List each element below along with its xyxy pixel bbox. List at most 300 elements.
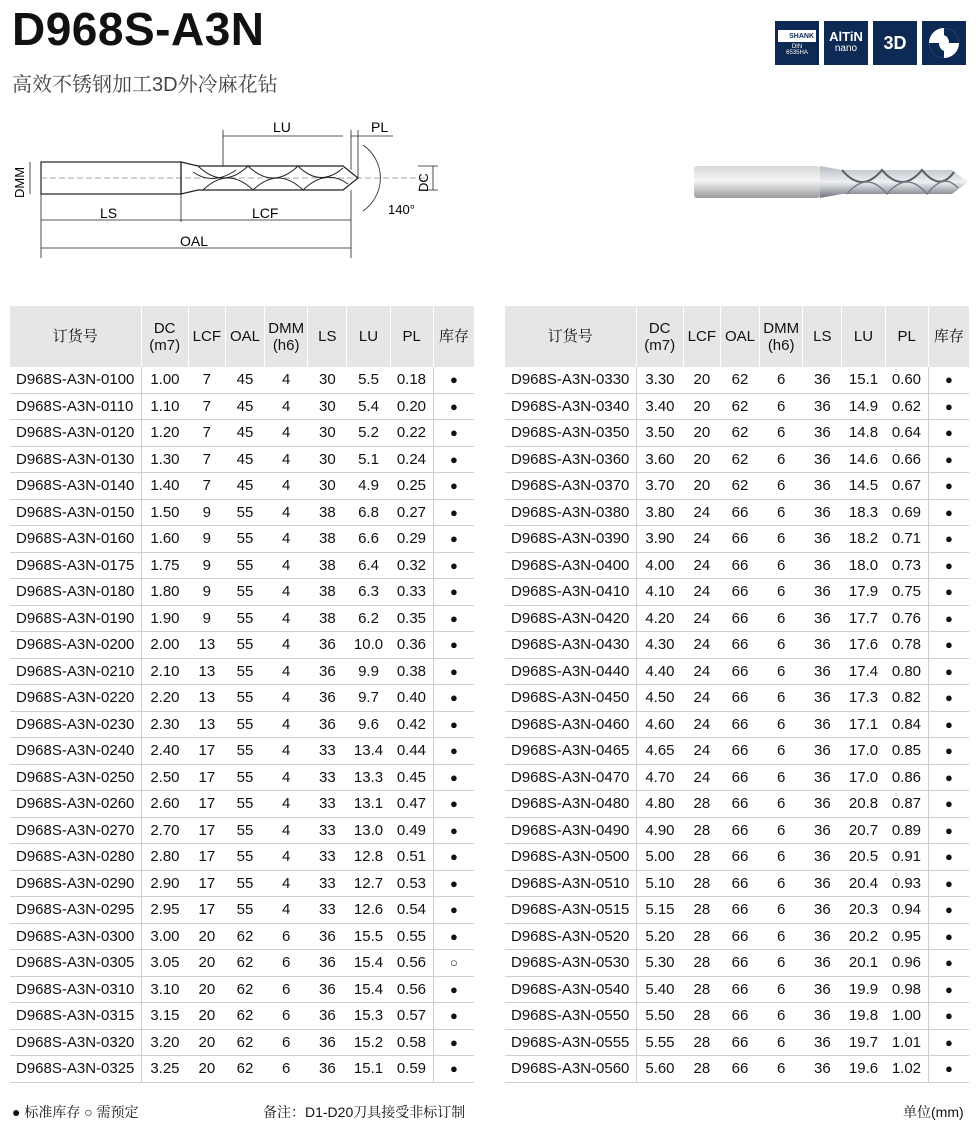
order-code-cell: D968S-A3N-0190 bbox=[10, 605, 141, 632]
value-cell: 4 bbox=[265, 817, 308, 844]
value-cell: 0.71 bbox=[885, 526, 928, 553]
drill-dimension-diagram bbox=[8, 110, 448, 260]
table-row bbox=[505, 976, 969, 1003]
order-code-cell: D968S-A3N-0350 bbox=[505, 420, 636, 447]
value-cell: 2.70 bbox=[141, 817, 188, 844]
value-cell: 33 bbox=[308, 791, 347, 818]
value-cell: 36 bbox=[803, 605, 842, 632]
value-cell: 9.6 bbox=[347, 711, 390, 738]
value-cell: 6 bbox=[760, 870, 803, 897]
value-cell: 15.4 bbox=[347, 950, 390, 977]
value-cell: 13 bbox=[188, 632, 225, 659]
value-cell: 55 bbox=[225, 870, 264, 897]
table-row bbox=[10, 446, 474, 473]
value-cell: 0.94 bbox=[885, 897, 928, 924]
value-cell: 1.80 bbox=[141, 579, 188, 606]
value-cell: 9 bbox=[188, 579, 225, 606]
value-cell: 4 bbox=[265, 658, 308, 685]
dmm-label: DMM bbox=[12, 166, 27, 198]
stock-status-cell: ● bbox=[928, 1029, 969, 1056]
header-stock: 库存 bbox=[433, 306, 474, 367]
value-cell: 12.7 bbox=[347, 870, 390, 897]
order-code-cell: D968S-A3N-0480 bbox=[505, 791, 636, 818]
stock-status-cell: ● bbox=[433, 420, 474, 447]
value-cell: 0.27 bbox=[390, 499, 433, 526]
value-cell: 62 bbox=[225, 1003, 264, 1030]
stock-status-cell: ● bbox=[928, 473, 969, 500]
value-cell: 2.40 bbox=[141, 738, 188, 765]
value-cell: 5.00 bbox=[636, 844, 683, 871]
value-cell: 17.4 bbox=[842, 658, 885, 685]
value-cell: 4.50 bbox=[636, 685, 683, 712]
value-cell: 33 bbox=[308, 738, 347, 765]
header-dmm: DMM (h6) bbox=[265, 306, 308, 367]
value-cell: 0.49 bbox=[390, 817, 433, 844]
value-cell: 13.1 bbox=[347, 791, 390, 818]
value-cell: 36 bbox=[803, 738, 842, 765]
stock-status-cell: ● bbox=[928, 817, 969, 844]
value-cell: 36 bbox=[803, 420, 842, 447]
value-cell: 45 bbox=[225, 420, 264, 447]
stock-status-cell: ● bbox=[928, 446, 969, 473]
value-cell: 45 bbox=[225, 446, 264, 473]
value-cell: 20.2 bbox=[842, 923, 885, 950]
value-cell: 55 bbox=[225, 552, 264, 579]
order-code-cell: D968S-A3N-0130 bbox=[10, 446, 141, 473]
value-cell: 55 bbox=[225, 579, 264, 606]
value-cell: 7 bbox=[188, 473, 225, 500]
value-cell: 36 bbox=[308, 1029, 347, 1056]
value-cell: 2.20 bbox=[141, 685, 188, 712]
value-cell: 62 bbox=[720, 367, 759, 393]
order-code-cell: D968S-A3N-0150 bbox=[10, 499, 141, 526]
value-cell: 1.10 bbox=[141, 393, 188, 420]
value-cell: 66 bbox=[720, 552, 759, 579]
table-row bbox=[505, 711, 969, 738]
value-cell: 33 bbox=[308, 844, 347, 871]
value-cell: 1.20 bbox=[141, 420, 188, 447]
table-row bbox=[10, 552, 474, 579]
value-cell: 3.80 bbox=[636, 499, 683, 526]
header-ls: LS bbox=[308, 306, 347, 367]
value-cell: 6 bbox=[760, 897, 803, 924]
table-row bbox=[505, 632, 969, 659]
value-cell: 17 bbox=[188, 844, 225, 871]
value-cell: 55 bbox=[225, 817, 264, 844]
value-cell: 66 bbox=[720, 950, 759, 977]
value-cell: 36 bbox=[803, 764, 842, 791]
value-cell: 0.85 bbox=[885, 738, 928, 765]
value-cell: 55 bbox=[225, 605, 264, 632]
header-pl: PL bbox=[885, 306, 928, 367]
order-code-cell: D968S-A3N-0370 bbox=[505, 473, 636, 500]
order-code-cell: D968S-A3N-0315 bbox=[10, 1003, 141, 1030]
value-cell: 33 bbox=[308, 764, 347, 791]
table-row bbox=[505, 446, 969, 473]
value-cell: 30 bbox=[308, 393, 347, 420]
table-row bbox=[10, 897, 474, 924]
stock-status-cell: ● bbox=[433, 923, 474, 950]
value-cell: 17 bbox=[188, 817, 225, 844]
value-cell: 0.95 bbox=[885, 923, 928, 950]
value-cell: 15.4 bbox=[347, 976, 390, 1003]
value-cell: 0.67 bbox=[885, 473, 928, 500]
value-cell: 6 bbox=[760, 685, 803, 712]
table-row bbox=[10, 499, 474, 526]
stock-status-cell: ● bbox=[433, 685, 474, 712]
table-row bbox=[10, 817, 474, 844]
value-cell: 6 bbox=[265, 1003, 308, 1030]
table-row bbox=[10, 738, 474, 765]
value-cell: 15.1 bbox=[842, 367, 885, 393]
order-code-cell: D968S-A3N-0280 bbox=[10, 844, 141, 871]
order-code-cell: D968S-A3N-0210 bbox=[10, 658, 141, 685]
value-cell: 6 bbox=[760, 579, 803, 606]
value-cell: 0.22 bbox=[390, 420, 433, 447]
order-code-cell: D968S-A3N-0470 bbox=[505, 764, 636, 791]
coating-badge bbox=[824, 21, 868, 65]
value-cell: 6 bbox=[760, 738, 803, 765]
shank-badge-code: 6535HA bbox=[786, 50, 808, 56]
stock-status-cell: ● bbox=[928, 605, 969, 632]
value-cell: 4.70 bbox=[636, 764, 683, 791]
header-lu: LU bbox=[347, 306, 390, 367]
stock-status-cell: ● bbox=[433, 738, 474, 765]
stock-status-cell: ● bbox=[928, 552, 969, 579]
stock-status-cell: ● bbox=[928, 685, 969, 712]
value-cell: 5.50 bbox=[636, 1003, 683, 1030]
stock-status-cell: ● bbox=[433, 1029, 474, 1056]
value-cell: 2.95 bbox=[141, 897, 188, 924]
stock-status-cell: ● bbox=[433, 393, 474, 420]
value-cell: 4 bbox=[265, 870, 308, 897]
table-row bbox=[10, 1003, 474, 1030]
value-cell: 4 bbox=[265, 897, 308, 924]
value-cell: 17.0 bbox=[842, 764, 885, 791]
value-cell: 4.20 bbox=[636, 605, 683, 632]
stock-status-cell: ● bbox=[433, 764, 474, 791]
header-order-no: 订货号 bbox=[505, 306, 636, 367]
value-cell: 0.69 bbox=[885, 499, 928, 526]
value-cell: 38 bbox=[308, 552, 347, 579]
value-cell: 6 bbox=[760, 552, 803, 579]
table-row bbox=[10, 950, 474, 977]
stock-status-cell: ● bbox=[928, 420, 969, 447]
value-cell: 62 bbox=[720, 473, 759, 500]
value-cell: 1.00 bbox=[141, 367, 188, 393]
value-cell: 20.8 bbox=[842, 791, 885, 818]
value-cell: 28 bbox=[683, 844, 720, 871]
value-cell: 0.73 bbox=[885, 552, 928, 579]
value-cell: 62 bbox=[225, 1029, 264, 1056]
value-cell: 28 bbox=[683, 1003, 720, 1030]
value-cell: 20 bbox=[188, 1056, 225, 1083]
value-cell: 36 bbox=[308, 950, 347, 977]
value-cell: 6 bbox=[265, 950, 308, 977]
table-row bbox=[505, 605, 969, 632]
value-cell: 4 bbox=[265, 499, 308, 526]
value-cell: 19.8 bbox=[842, 1003, 885, 1030]
stock-status-cell: ● bbox=[928, 950, 969, 977]
value-cell: 5.5 bbox=[347, 367, 390, 393]
drill-product-image bbox=[692, 160, 972, 206]
value-cell: 36 bbox=[308, 632, 347, 659]
value-cell: 20 bbox=[683, 420, 720, 447]
value-cell: 17.0 bbox=[842, 738, 885, 765]
value-cell: 4 bbox=[265, 552, 308, 579]
value-cell: 55 bbox=[225, 791, 264, 818]
stock-status-cell: ● bbox=[928, 499, 969, 526]
value-cell: 4 bbox=[265, 844, 308, 871]
table-row bbox=[505, 897, 969, 924]
value-cell: 13.4 bbox=[347, 738, 390, 765]
value-cell: 2.10 bbox=[141, 658, 188, 685]
value-cell: 28 bbox=[683, 1056, 720, 1083]
value-cell: 3.60 bbox=[636, 446, 683, 473]
value-cell: 24 bbox=[683, 764, 720, 791]
value-cell: 4 bbox=[265, 579, 308, 606]
value-cell: 66 bbox=[720, 791, 759, 818]
value-cell: 55 bbox=[225, 658, 264, 685]
value-cell: 19.6 bbox=[842, 1056, 885, 1083]
value-cell: 0.93 bbox=[885, 870, 928, 897]
value-cell: 4 bbox=[265, 632, 308, 659]
table-row bbox=[10, 764, 474, 791]
value-cell: 66 bbox=[720, 764, 759, 791]
value-cell: 24 bbox=[683, 632, 720, 659]
value-cell: 0.51 bbox=[390, 844, 433, 871]
stock-status-cell: ● bbox=[928, 632, 969, 659]
value-cell: 0.45 bbox=[390, 764, 433, 791]
order-code-cell: D968S-A3N-0230 bbox=[10, 711, 141, 738]
value-cell: 3.00 bbox=[141, 923, 188, 950]
header-pl: PL bbox=[390, 306, 433, 367]
order-code-cell: D968S-A3N-0460 bbox=[505, 711, 636, 738]
value-cell: 6 bbox=[760, 1056, 803, 1083]
value-cell: 55 bbox=[225, 711, 264, 738]
order-code-cell: D968S-A3N-0420 bbox=[505, 605, 636, 632]
value-cell: 7 bbox=[188, 367, 225, 393]
value-cell: 36 bbox=[803, 367, 842, 393]
value-cell: 0.57 bbox=[390, 1003, 433, 1030]
order-code-cell: D968S-A3N-0330 bbox=[505, 367, 636, 393]
value-cell: 17 bbox=[188, 870, 225, 897]
value-cell: 6 bbox=[760, 632, 803, 659]
value-cell: 6 bbox=[760, 817, 803, 844]
value-cell: 0.35 bbox=[390, 605, 433, 632]
value-cell: 13.3 bbox=[347, 764, 390, 791]
value-cell: 5.2 bbox=[347, 420, 390, 447]
value-cell: 6 bbox=[760, 764, 803, 791]
value-cell: 36 bbox=[803, 817, 842, 844]
value-cell: 0.29 bbox=[390, 526, 433, 553]
stock-status-cell: ● bbox=[928, 844, 969, 871]
stock-status-cell: ● bbox=[433, 526, 474, 553]
value-cell: 28 bbox=[683, 817, 720, 844]
stock-status-cell: ● bbox=[433, 552, 474, 579]
value-cell: 2.80 bbox=[141, 844, 188, 871]
value-cell: 55 bbox=[225, 685, 264, 712]
value-cell: 19.7 bbox=[842, 1029, 885, 1056]
page-title: D968S-A3N bbox=[12, 3, 265, 55]
value-cell: 6 bbox=[760, 420, 803, 447]
value-cell: 0.40 bbox=[390, 685, 433, 712]
stock-status-cell: ● bbox=[928, 923, 969, 950]
value-cell: 0.36 bbox=[390, 632, 433, 659]
value-cell: 6 bbox=[760, 1029, 803, 1056]
value-cell: 9 bbox=[188, 499, 225, 526]
order-code-cell: D968S-A3N-0160 bbox=[10, 526, 141, 553]
value-cell: 7 bbox=[188, 446, 225, 473]
value-cell: 0.96 bbox=[885, 950, 928, 977]
order-code-cell: D968S-A3N-0110 bbox=[10, 393, 141, 420]
shank-din-badge bbox=[775, 21, 819, 65]
value-cell: 0.87 bbox=[885, 791, 928, 818]
table-row bbox=[505, 685, 969, 712]
value-cell: 17 bbox=[188, 897, 225, 924]
stock-status-cell: ● bbox=[928, 791, 969, 818]
stock-status-cell: ● bbox=[433, 1056, 474, 1083]
order-code-cell: D968S-A3N-0325 bbox=[10, 1056, 141, 1083]
value-cell: 4.65 bbox=[636, 738, 683, 765]
value-cell: 4 bbox=[265, 393, 308, 420]
order-code-cell: D968S-A3N-0270 bbox=[10, 817, 141, 844]
order-code-cell: D968S-A3N-0465 bbox=[505, 738, 636, 765]
value-cell: 13 bbox=[188, 658, 225, 685]
stock-status-cell: ● bbox=[928, 393, 969, 420]
value-cell: 20 bbox=[188, 1029, 225, 1056]
stock-status-cell: ● bbox=[928, 897, 969, 924]
value-cell: 36 bbox=[803, 976, 842, 1003]
stock-status-cell: ● bbox=[928, 870, 969, 897]
table-row bbox=[505, 950, 969, 977]
value-cell: 1.02 bbox=[885, 1056, 928, 1083]
value-cell: 62 bbox=[225, 1056, 264, 1083]
value-cell: 6.4 bbox=[347, 552, 390, 579]
value-cell: 4 bbox=[265, 791, 308, 818]
header-stock: 库存 bbox=[928, 306, 969, 367]
value-cell: 0.66 bbox=[885, 446, 928, 473]
value-cell: 0.33 bbox=[390, 579, 433, 606]
table-row bbox=[10, 579, 474, 606]
shank-badge-label: SHANK bbox=[778, 30, 816, 42]
order-code-cell: D968S-A3N-0290 bbox=[10, 870, 141, 897]
value-cell: 1.40 bbox=[141, 473, 188, 500]
value-cell: 24 bbox=[683, 685, 720, 712]
coating-badge-name: AlTiN bbox=[829, 29, 863, 44]
value-cell: 5.10 bbox=[636, 870, 683, 897]
value-cell: 3.05 bbox=[141, 950, 188, 977]
value-cell: 66 bbox=[720, 579, 759, 606]
order-code-cell: D968S-A3N-0140 bbox=[10, 473, 141, 500]
value-cell: 55 bbox=[225, 764, 264, 791]
value-cell: 0.38 bbox=[390, 658, 433, 685]
order-code-cell: D968S-A3N-0200 bbox=[10, 632, 141, 659]
value-cell: 36 bbox=[803, 579, 842, 606]
stock-status-cell: ● bbox=[928, 1003, 969, 1030]
value-cell: 0.32 bbox=[390, 552, 433, 579]
table-row bbox=[10, 791, 474, 818]
value-cell: 14.9 bbox=[842, 393, 885, 420]
stock-status-cell: ● bbox=[928, 976, 969, 1003]
stock-status-cell: ● bbox=[433, 791, 474, 818]
table-row bbox=[505, 393, 969, 420]
value-cell: 36 bbox=[803, 473, 842, 500]
order-code-cell: D968S-A3N-0295 bbox=[10, 897, 141, 924]
value-cell: 0.89 bbox=[885, 817, 928, 844]
table-row bbox=[505, 923, 969, 950]
value-cell: 0.20 bbox=[390, 393, 433, 420]
value-cell: 18.0 bbox=[842, 552, 885, 579]
value-cell: 6 bbox=[265, 923, 308, 950]
shank-badge-din: DIN bbox=[791, 44, 803, 50]
value-cell: 36 bbox=[803, 1003, 842, 1030]
value-cell: 24 bbox=[683, 738, 720, 765]
value-cell: 3.15 bbox=[141, 1003, 188, 1030]
table-row bbox=[505, 367, 969, 393]
value-cell: 17 bbox=[188, 738, 225, 765]
value-cell: 28 bbox=[683, 870, 720, 897]
value-cell: 20.7 bbox=[842, 817, 885, 844]
value-cell: 17.1 bbox=[842, 711, 885, 738]
value-cell: 2.00 bbox=[141, 632, 188, 659]
stock-status-cell: ○ bbox=[433, 950, 474, 977]
value-cell: 36 bbox=[803, 791, 842, 818]
table-header-row bbox=[505, 306, 969, 367]
value-cell: 20 bbox=[683, 393, 720, 420]
value-cell: 0.25 bbox=[390, 473, 433, 500]
stock-status-cell: ● bbox=[433, 579, 474, 606]
value-cell: 4.60 bbox=[636, 711, 683, 738]
value-cell: 55 bbox=[225, 844, 264, 871]
stock-status-cell: ● bbox=[433, 473, 474, 500]
table-row bbox=[10, 1056, 474, 1083]
value-cell: 2.50 bbox=[141, 764, 188, 791]
value-cell: 36 bbox=[803, 711, 842, 738]
value-cell: 36 bbox=[308, 1003, 347, 1030]
value-cell: 0.42 bbox=[390, 711, 433, 738]
value-cell: 24 bbox=[683, 579, 720, 606]
lcf-label: LCF bbox=[252, 205, 279, 221]
value-cell: 66 bbox=[720, 1029, 759, 1056]
order-code-cell: D968S-A3N-0530 bbox=[505, 950, 636, 977]
value-cell: 62 bbox=[225, 923, 264, 950]
value-cell: 45 bbox=[225, 473, 264, 500]
custom-note: 备注：D1-D20刀具接受非标订制 bbox=[263, 1104, 466, 1120]
value-cell: 4.30 bbox=[636, 632, 683, 659]
table-row bbox=[10, 685, 474, 712]
value-cell: 38 bbox=[308, 499, 347, 526]
value-cell: 6 bbox=[760, 473, 803, 500]
value-cell: 7 bbox=[188, 420, 225, 447]
header-dc: DC (m7) bbox=[141, 306, 188, 367]
value-cell: 15.1 bbox=[347, 1056, 390, 1083]
value-cell: 0.60 bbox=[885, 367, 928, 393]
value-cell: 6 bbox=[760, 844, 803, 871]
value-cell: 24 bbox=[683, 552, 720, 579]
value-cell: 24 bbox=[683, 711, 720, 738]
order-code-cell: D968S-A3N-0300 bbox=[10, 923, 141, 950]
table-row bbox=[10, 367, 474, 393]
value-cell: 36 bbox=[803, 632, 842, 659]
value-cell: 66 bbox=[720, 499, 759, 526]
value-cell: 0.56 bbox=[390, 950, 433, 977]
value-cell: 6 bbox=[265, 1029, 308, 1056]
order-code-cell: D968S-A3N-0515 bbox=[505, 897, 636, 924]
value-cell: 4 bbox=[265, 764, 308, 791]
value-cell: 45 bbox=[225, 367, 264, 393]
value-cell: 18.3 bbox=[842, 499, 885, 526]
